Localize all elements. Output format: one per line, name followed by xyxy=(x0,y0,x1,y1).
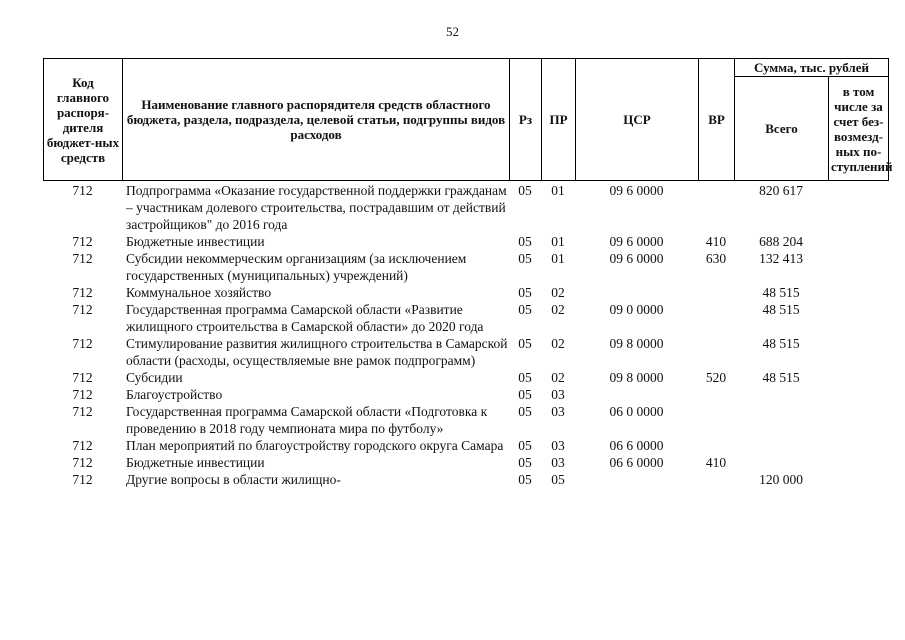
row-csr: 09 6 0000 xyxy=(609,251,664,266)
row-code: 712 xyxy=(72,387,93,402)
row-total xyxy=(734,386,828,403)
row-pr: 02 xyxy=(551,336,565,351)
row-rz: 05 xyxy=(518,455,532,470)
row-csr xyxy=(575,284,698,301)
row-total: 48 515 xyxy=(762,370,800,385)
row-gratuitous xyxy=(828,403,888,437)
table-row xyxy=(43,386,888,403)
row-code: 712 xyxy=(72,455,93,470)
row-csr: 09 6 0000 xyxy=(609,234,664,249)
row-pr: 05 xyxy=(551,472,565,487)
row-name: Стимулирование развития жилищного строительства в Самарской области (расходы, осуществляемые вне рамок подпрограмм) xyxy=(126,336,508,368)
header-vr: ВР xyxy=(699,59,735,181)
row-csr: 06 6 0000 xyxy=(609,438,664,453)
row-name: Субсидии xyxy=(126,370,183,385)
row-total: 820 617 xyxy=(759,183,803,198)
row-csr: 06 6 0000 xyxy=(609,455,664,470)
row-rz: 05 xyxy=(518,234,532,249)
table-row xyxy=(43,250,888,284)
row-vr xyxy=(698,386,734,403)
table-row xyxy=(43,369,888,386)
row-name: Коммунальное хозяйство xyxy=(126,285,272,300)
row-rz: 05 xyxy=(518,404,532,419)
row-vr: 410 xyxy=(705,234,727,249)
row-csr xyxy=(575,386,698,403)
row-total xyxy=(734,403,828,437)
table-row xyxy=(43,335,888,369)
row-csr: 09 0 0000 xyxy=(609,302,664,317)
row-code: 712 xyxy=(72,438,93,453)
header-pr: ПР xyxy=(542,59,576,181)
row-vr xyxy=(698,335,734,369)
row-csr: 09 6 0000 xyxy=(609,183,664,198)
row-name: Подпрограмма «Оказание государственной поддержки гражданам – участникам долевого строительства, пострадавшим от действий застройщиков" до 2016 года xyxy=(126,183,507,232)
row-name: Государственная программа Самарской области «Подготовка к проведению в 2018 году чемпионата мира по футболу» xyxy=(126,404,488,436)
row-gratuitous xyxy=(828,335,888,369)
header-gratuitous: в том числе за счет без-возмезд-ных по-ступлений xyxy=(829,77,889,181)
row-pr: 01 xyxy=(551,234,565,249)
row-name: Бюджетные инвестиции xyxy=(126,234,265,249)
row-rz: 05 xyxy=(518,336,532,351)
page-number: 52 xyxy=(446,24,459,39)
row-pr: 03 xyxy=(551,455,565,470)
row-total: 48 515 xyxy=(762,302,800,317)
row-code: 712 xyxy=(72,251,93,266)
header-code: Код главного распоря-дителя бюджет-ных средств xyxy=(44,59,123,181)
row-pr: 02 xyxy=(551,370,565,385)
row-vr: 630 xyxy=(705,251,727,266)
row-code: 712 xyxy=(72,183,93,198)
budget-table xyxy=(43,182,888,488)
row-total xyxy=(734,437,828,454)
row-csr: 06 0 0000 xyxy=(609,404,664,419)
header-total: Всего xyxy=(735,77,829,181)
row-name: Другие вопросы в области жилищно- xyxy=(126,472,341,487)
row-vr xyxy=(698,284,734,301)
row-gratuitous xyxy=(828,386,888,403)
row-pr: 01 xyxy=(551,183,565,198)
header-rz: Рз xyxy=(510,59,542,181)
row-pr: 02 xyxy=(551,302,565,317)
row-pr: 03 xyxy=(551,438,565,453)
row-rz: 05 xyxy=(518,251,532,266)
row-pr: 02 xyxy=(551,285,565,300)
row-code: 712 xyxy=(72,285,93,300)
row-rz: 05 xyxy=(518,387,532,402)
row-gratuitous xyxy=(828,437,888,454)
row-csr xyxy=(575,471,698,488)
table-row xyxy=(43,437,888,454)
row-vr: 410 xyxy=(705,455,727,470)
row-rz: 05 xyxy=(518,285,532,300)
table-row xyxy=(43,182,888,233)
row-rz: 05 xyxy=(518,302,532,317)
table-row xyxy=(43,403,888,437)
row-gratuitous xyxy=(828,233,888,250)
row-code: 712 xyxy=(72,336,93,351)
row-vr xyxy=(698,301,734,335)
row-gratuitous xyxy=(828,454,888,471)
row-vr xyxy=(698,437,734,454)
row-name: Благоустройство xyxy=(126,387,223,402)
row-gratuitous xyxy=(828,250,888,284)
table-row xyxy=(43,284,888,301)
row-rz: 05 xyxy=(518,438,532,453)
header-sum: Сумма, тыс. рублей xyxy=(735,59,889,77)
row-total: 132 413 xyxy=(759,251,803,266)
row-name: Бюджетные инвестиции xyxy=(126,455,265,470)
row-code: 712 xyxy=(72,234,93,249)
row-total xyxy=(734,454,828,471)
row-vr xyxy=(698,403,734,437)
row-total: 120 000 xyxy=(759,472,803,487)
row-code: 712 xyxy=(72,404,93,419)
table-header xyxy=(43,58,893,181)
row-rz: 05 xyxy=(518,183,532,198)
header-csr: ЦСР xyxy=(576,59,699,181)
row-gratuitous xyxy=(828,182,888,233)
row-code: 712 xyxy=(72,370,93,385)
row-code: 712 xyxy=(72,302,93,317)
row-vr xyxy=(698,182,734,233)
row-rz: 05 xyxy=(518,370,532,385)
row-csr: 09 8 0000 xyxy=(609,336,664,351)
header-name: Наименование главного распорядителя средств областного бюджета, раздела, подраздела, целевой статьи, подгруппы видов расходов xyxy=(123,59,510,181)
row-csr: 09 8 0000 xyxy=(609,370,664,385)
row-total: 48 515 xyxy=(762,285,800,300)
row-gratuitous xyxy=(828,284,888,301)
table-row xyxy=(43,233,888,250)
row-gratuitous xyxy=(828,471,888,488)
row-total: 48 515 xyxy=(762,336,800,351)
table-row xyxy=(43,454,888,471)
row-rz: 05 xyxy=(518,472,532,487)
row-vr: 520 xyxy=(705,370,727,385)
row-name: План мероприятий по благоустройству городского округа Самара xyxy=(126,438,504,453)
row-code: 712 xyxy=(72,472,93,487)
row-pr: 03 xyxy=(551,387,565,402)
row-name: Государственная программа Самарской области «Развитие жилищного строительства в Самарской области» до 2020 года xyxy=(126,302,484,334)
row-pr: 03 xyxy=(551,404,565,419)
row-name: Субсидии некоммерческим организациям (за исключением государственных (муниципальных) учреждений) xyxy=(126,251,467,283)
row-pr: 01 xyxy=(551,251,565,266)
table-row xyxy=(43,301,888,335)
row-total: 688 204 xyxy=(759,234,803,249)
row-vr xyxy=(698,471,734,488)
table-row xyxy=(43,471,888,488)
row-gratuitous xyxy=(828,369,888,386)
row-gratuitous xyxy=(828,301,888,335)
